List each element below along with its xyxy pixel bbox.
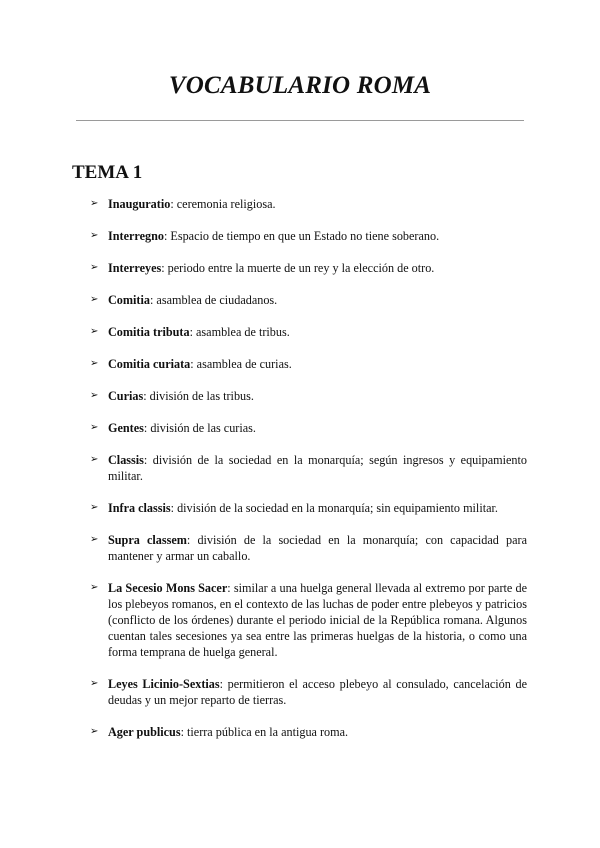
entry-definition: : periodo entre la muerte de un rey y la elección de otro. [161, 261, 435, 275]
entry-definition: : división de la sociedad en la monarquía; sin equipamiento militar. [170, 501, 498, 515]
vocabulary-entry [90, 356, 527, 372]
arrow-bullet-icon: ➢ [90, 502, 99, 513]
vocabulary-entry [90, 260, 527, 276]
arrow-bullet-icon: ➢ [90, 422, 99, 433]
entry-term: Interreyes [108, 261, 162, 275]
arrow-bullet-icon: ➢ [90, 534, 99, 545]
entry-term: Infra classis [108, 501, 171, 515]
arrow-bullet-icon: ➢ [90, 678, 99, 689]
entry-definition: : asamblea de ciudadanos. [149, 293, 278, 307]
vocabulary-entry [90, 420, 527, 436]
vocabulary-entry [90, 580, 527, 660]
vocabulary-entry [90, 500, 527, 516]
entry-definition: : asamblea de tribus. [189, 325, 290, 339]
entry-term: Interregno [108, 229, 164, 243]
vocabulary-entry [90, 324, 527, 340]
entry-definition: : división de la sociedad en la monarquía; con capacidad para mantener y armar un caballo. [108, 533, 527, 563]
vocabulary-entry [90, 676, 527, 708]
title-divider [76, 120, 524, 121]
arrow-bullet-icon: ➢ [90, 726, 99, 737]
vocabulary-entry [90, 388, 527, 404]
entry-definition: : ceremonia religiosa. [170, 197, 276, 211]
arrow-bullet-icon: ➢ [90, 582, 99, 593]
entry-term: Curias [108, 389, 144, 403]
entry-definition: : tierra pública en la antigua roma. [180, 725, 349, 739]
entry-definition: : similar a una huelga general llevada al extremo por parte de los plebeyos romanos, en el contexto de las luchas de poder entre plebeyos y patricios (conflicto de los órdenes) durante el periodo inicial de la República romana. Algunos cuentan tales secesiones ya sea entre las primeras huelgas de la historia, o como una forma temprana de huelga general. [108, 581, 528, 659]
arrow-bullet-icon: ➢ [90, 294, 99, 305]
document-title: VOCABULARIO ROMA [168, 72, 432, 99]
entry-definition: : Espacio de tiempo en que un Estado no tiene soberano. [163, 229, 440, 243]
vocabulary-entry [90, 292, 527, 308]
arrow-bullet-icon: ➢ [90, 390, 99, 401]
arrow-bullet-icon: ➢ [90, 358, 99, 369]
entry-definition: : división de las tribus. [143, 389, 254, 403]
vocabulary-entry [90, 196, 527, 212]
section-title: TEMA 1 [72, 162, 143, 183]
entry-term: Leyes Licinio-Sextias [108, 677, 220, 691]
vocabulary-entry [90, 452, 527, 484]
entry-term: Inauguratio [108, 197, 171, 211]
entry-definition: : división de las curias. [143, 421, 256, 435]
entry-definition: : división de la sociedad en la monarquía; según ingresos y equipamiento militar. [108, 453, 527, 483]
arrow-bullet-icon: ➢ [90, 262, 99, 273]
entry-term: Comitia curiata [108, 357, 191, 371]
vocabulary-entry [90, 724, 527, 740]
entry-definition: : asamblea de curias. [190, 357, 292, 371]
vocabulary-entry [90, 532, 527, 564]
entry-term: Comitia tributa [108, 325, 190, 339]
entry-term: Classis [108, 453, 144, 467]
entry-definition: : permitieron el acceso plebeyo al consulado, cancelación de deudas y un mejor reparto de tierras. [108, 677, 527, 707]
vocabulary-list [90, 196, 527, 740]
entry-term: La Secesio Mons Sacer [108, 581, 228, 595]
entry-term: Gentes [108, 421, 144, 435]
arrow-bullet-icon: ➢ [90, 454, 99, 465]
entry-term: Comitia [108, 293, 150, 307]
arrow-bullet-icon: ➢ [90, 230, 99, 241]
arrow-bullet-icon: ➢ [90, 326, 99, 337]
entry-term: Ager publicus [108, 725, 181, 739]
arrow-bullet-icon: ➢ [90, 198, 99, 209]
entry-term: Supra classem [108, 533, 187, 547]
vocabulary-entry [90, 228, 527, 244]
